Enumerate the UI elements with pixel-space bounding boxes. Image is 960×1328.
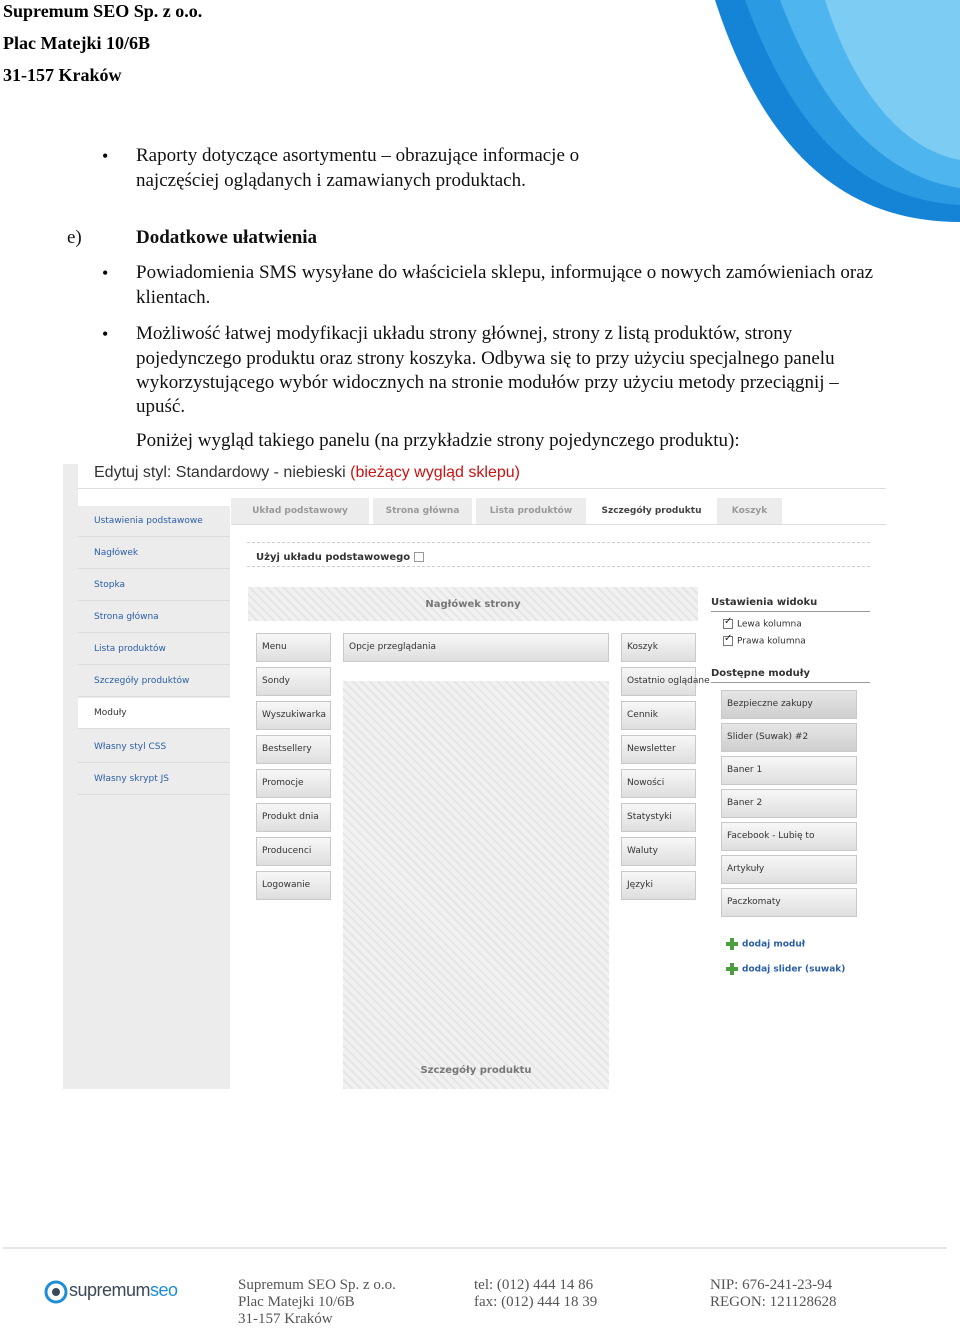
- dotted-divider: [247, 566, 870, 567]
- module-search[interactable]: Wyszukiwarka: [256, 701, 331, 730]
- header-company: Supremum SEO Sp. z o.o.: [3, 1, 203, 21]
- module-newsletter[interactable]: Newsletter: [621, 735, 696, 764]
- sidebar-item-home[interactable]: Strona główna: [78, 602, 230, 633]
- bullet-layout-line1: Możliwość łatwej modyfikacji układu strony głównej, strony z listą produktów, strony: [136, 323, 793, 344]
- sidebar-item-modules[interactable]: Moduły: [78, 698, 230, 729]
- center-drop-zone[interactable]: [343, 681, 609, 1089]
- footer-city: 31-157 Kraków: [238, 1311, 333, 1327]
- header-city: 31-157 Kraków: [3, 65, 122, 85]
- bullet-icon: •: [102, 146, 109, 166]
- logo-accent: seo: [150, 1280, 178, 1300]
- panel-title-prefix: Edytuj styl: Standardowy - niebieski: [94, 464, 346, 481]
- tab-basic-layout[interactable]: Układ podstawowy: [231, 498, 371, 524]
- use-basic-layout-option[interactable]: [256, 552, 424, 563]
- panel-left-strip: [63, 464, 78, 1089]
- sidebar-item-header[interactable]: Nagłówek: [78, 538, 230, 569]
- module-browse-options[interactable]: Opcje przeglądania: [343, 633, 609, 662]
- footer-fax: fax: (012) 444 18 39: [474, 1294, 598, 1310]
- bullet-sms-line1: Powiadomienia SMS wysyłane do właściciela sklepu, informujące o nowych zamówieniach oraz: [136, 262, 874, 283]
- module-languages[interactable]: Języki: [621, 871, 696, 900]
- tab-product-details[interactable]: Szczegóły produktu: [590, 498, 715, 524]
- bullet-reports-line2: najczęściej oglądanych i zamawianych produktach.: [136, 170, 526, 191]
- plus-icon: [726, 938, 738, 950]
- module-bestsellers[interactable]: Bestsellery: [256, 735, 331, 764]
- bullet-icon: •: [102, 263, 109, 283]
- footer-nip: NIP: 676-241-23-94: [710, 1277, 833, 1293]
- sidebar-item-custom-js[interactable]: Własny skrypt JS: [78, 764, 230, 795]
- module-product-of-day[interactable]: Produkt dnia: [256, 803, 331, 832]
- tab-product-list[interactable]: Lista produktów: [476, 498, 588, 524]
- bullet-layout-line3: wykorzystującego wybór widocznych na stronie modułów przy użyciu metody przeciągnij –: [136, 372, 839, 393]
- available-module-slider-2[interactable]: Slider (Suwak) #2: [721, 723, 857, 752]
- footer-regon: REGON: 121128628: [710, 1294, 837, 1310]
- footer-company: Supremum SEO Sp. z o.o.: [238, 1277, 396, 1293]
- bullet-reports-line1: Raporty dotyczące asortymentu – obrazujące informacje o: [136, 145, 580, 166]
- available-module-articles[interactable]: Artykuły: [721, 855, 857, 884]
- module-pricelist[interactable]: Cennik: [621, 701, 696, 730]
- add-module-label: dodaj moduł: [742, 939, 806, 950]
- sidebar-item-custom-css[interactable]: Własny styl CSS: [78, 732, 230, 763]
- module-cart[interactable]: Koszyk: [621, 633, 696, 662]
- header-street: Plac Matejki 10/6B: [3, 33, 150, 53]
- panel-title: [94, 464, 520, 482]
- right-column-label: Prawa kolumna: [737, 636, 806, 647]
- footer-tel: tel: (012) 444 14 86: [474, 1277, 594, 1293]
- available-module-secure-shopping[interactable]: Bezpieczne zakupy: [721, 690, 857, 719]
- use-basic-layout-checkbox[interactable]: [414, 552, 424, 562]
- add-slider-label: dodaj slider (suwak): [742, 964, 846, 975]
- available-modules-title: Dostępne moduły: [711, 668, 870, 683]
- logo-main: supremum: [69, 1280, 151, 1300]
- module-promotions[interactable]: Promocje: [256, 769, 331, 798]
- right-column-checkbox[interactable]: [723, 636, 733, 646]
- footer-street: Plac Matejki 10/6B: [238, 1294, 355, 1310]
- module-login[interactable]: Logowanie: [256, 871, 331, 900]
- available-module-paczkomaty[interactable]: Paczkomaty: [721, 888, 857, 917]
- available-module-facebook-like[interactable]: Facebook - Lubię to: [721, 822, 857, 851]
- module-menu[interactable]: Menu: [256, 633, 331, 662]
- bullet-layout-line4: upuść.: [136, 396, 186, 417]
- panel-divider: [78, 488, 886, 489]
- use-basic-layout-label: Użyj układu podstawowego: [256, 552, 411, 563]
- panel-intro: Poniżej wygląd takiego panelu (na przykładzie strony pojedynczego produktu):: [136, 430, 740, 451]
- bullet-sms-line2: klientach.: [136, 287, 211, 308]
- left-column-label: Lewa kolumna: [737, 619, 802, 630]
- module-statistics[interactable]: Statystyki: [621, 803, 696, 832]
- available-module-banner-2[interactable]: Baner 2: [721, 789, 857, 818]
- footer-divider: [3, 1247, 947, 1249]
- tab-cart[interactable]: Koszyk: [717, 498, 784, 524]
- module-polls[interactable]: Sondy: [256, 667, 331, 696]
- module-new-products[interactable]: Nowości: [621, 769, 696, 798]
- add-slider-link[interactable]: [726, 963, 845, 975]
- tabs-underline: [231, 524, 886, 525]
- available-module-banner-1[interactable]: Baner 1: [721, 756, 857, 785]
- header-drop-zone[interactable]: [248, 587, 698, 621]
- left-column-option[interactable]: [723, 619, 802, 630]
- sidebar-item-footer[interactable]: Stopka: [78, 570, 230, 601]
- bullet-layout-line2: pojedynczego produktu oraz strony koszyka. Odbywa się to przy użyciu specjalnego panelu: [136, 348, 835, 369]
- panel-title-current: (bieżący wygląd sklepu): [350, 464, 520, 481]
- tab-home[interactable]: Strona główna: [373, 498, 474, 524]
- panel-sidebar: [78, 506, 230, 1089]
- sidebar-item-basic-settings[interactable]: Ustawienia podstawowe: [78, 506, 230, 537]
- module-producers[interactable]: Producenci: [256, 837, 331, 866]
- sidebar-item-product-details[interactable]: Szczegóły produktów: [78, 666, 230, 697]
- add-module-link[interactable]: [726, 938, 805, 950]
- plus-icon: [726, 963, 738, 975]
- style-editor-screenshot: [63, 464, 886, 1089]
- dotted-divider: [247, 542, 870, 543]
- section-letter: e): [67, 227, 82, 248]
- corner-wave-decoration: [710, 0, 960, 225]
- center-zone-label: Szczegóły produktu: [420, 1065, 532, 1076]
- module-recently-viewed[interactable]: Ostatnio oglądane: [621, 667, 696, 696]
- right-column-option[interactable]: [723, 636, 806, 647]
- logo-icon: [45, 1281, 67, 1303]
- bullet-icon: •: [102, 324, 109, 344]
- header-zone-label: Nagłówek strony: [425, 599, 521, 610]
- section-title: Dodatkowe ułatwienia: [136, 227, 318, 248]
- sidebar-item-product-list[interactable]: Lista produktów: [78, 634, 230, 665]
- view-settings-title: Ustawienia widoku: [711, 597, 870, 612]
- logo-wordmark: [69, 1280, 178, 1301]
- module-currencies[interactable]: Waluty: [621, 837, 696, 866]
- left-column-checkbox[interactable]: [723, 619, 733, 629]
